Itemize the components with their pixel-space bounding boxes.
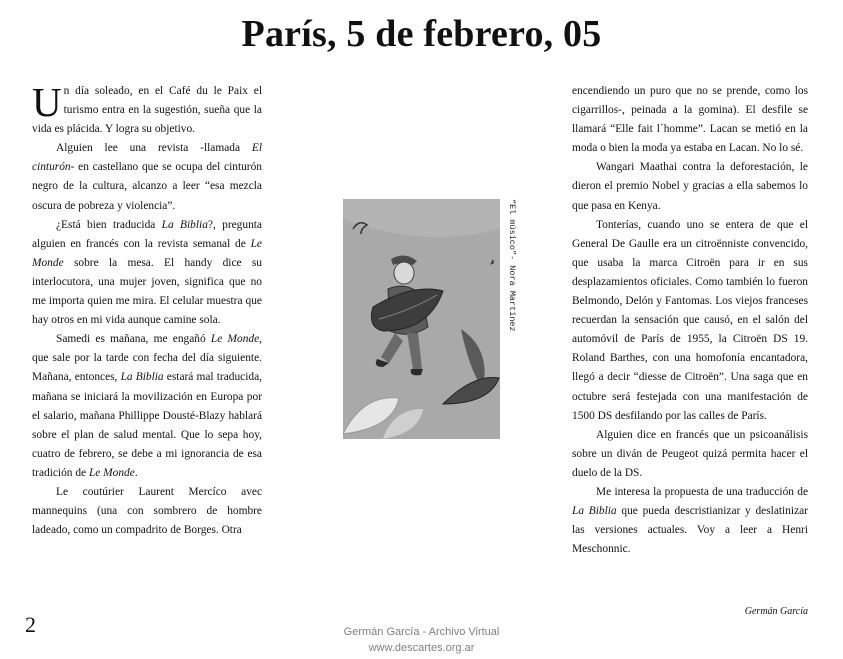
paragraph-8: Tonterías, cuando uno se entera de que el General De Gaulle era un citroënniste convencido, que usaba la marca Citroën para ir en sus desplazamientos oficiales. Como también lo fueron Belmondo, Delón y Fantomas. Los viejos franceses recuerdan la sensación que causó, en el salón del automóvil de París de 1955, la Citroën DS 19. Roland Barthes, con una homofonía encantadora, llegó a decir “diesse de Citroën”. Una saga que en octubre será festejada con una manifestación de 1500 DS desfilando por las calles de París. xyxy=(572,218,808,422)
artwork-caption: “El músico”- Nora Martínez xyxy=(507,199,517,332)
right-column xyxy=(572,82,808,559)
footer-url[interactable]: www.descartes.org.ar xyxy=(368,642,475,654)
footer-archive: Germán García - Archivo Virtual xyxy=(343,626,500,638)
musician-drawing xyxy=(343,199,500,439)
left-column xyxy=(32,79,263,540)
page-title: París, 5 de febrero, 05 xyxy=(241,13,602,55)
drop-cap: U xyxy=(32,79,62,125)
paragraph-5: Le coutúrier Laurent Mercíco avec mannequins (una con sombrero de hombre ladeado, como un compadrito de Borges. Otra xyxy=(32,485,262,537)
paragraph-3: ¿Está bien traducida La Biblia?, pregunta alguien en francés con la revista semanal de Le Monde sobre la mesa. El handy dice su interlocutora, una mujer joven, significa que no me importa quien me mira. El celular muestra que hay otros en mi vida aunque camine sola. xyxy=(32,218,262,327)
paragraph-7: Wangari Maathai contra la deforestación, le dieron el premio Nobel y gracias a ella sabemos lo que pasa en Kenya. xyxy=(572,161,808,212)
page-number: 2 xyxy=(25,612,36,637)
paragraph-4: Samedi es mañana, me engañó Le Monde, que sale por la tarde con fecha del día siguiente. Mañana, entonces, La Biblia estará mal traducida, mañana se iniciará la movilización en Europa por el salario, mañana Phillippe Dousté-Blazy hablará sobre el plan de salud mental. Que lo sepa hoy, cuatro de febrero, se debe a mi ignorancia de esa tradición de Le Monde. xyxy=(32,333,263,479)
author-signature: Germán García xyxy=(744,606,808,617)
paragraph-2: Alguien lee una revista -llamada El cinturón- en castellano que se ocupa del cinturón negro de la cultura, alcanzo a leer “esa mezcla oscura de pobreza y violencia”. xyxy=(32,142,262,212)
paragraph-1: Un día soleado, en el Café du le Paix el turismo entra en la sugestión, sueña que la vida es plácida. Y logra su objetivo. xyxy=(32,79,262,136)
musician-illustration xyxy=(343,199,500,439)
paragraph-6: encendiendo un puro que no se prende, como los cigarrillos-, peinada a la gomina). El desfile se llamará “Elle fait l´homme”. Lacan se metió en la moda o bien la moda ya estaba en Lacan. No lo sé. xyxy=(572,85,808,155)
paragraph-10: Me interesa la propuesta de una traducción de La Biblia que pueda descristianizar y deslatinizar las versiones actuales. Voy a leer a Henri Meschonnic. xyxy=(572,485,808,556)
paragraph-9: Alguien dice en francés que un psicoanálisis sobre un diván de Peugeot quizá permita hacer el duelo de la DS. xyxy=(572,428,808,479)
